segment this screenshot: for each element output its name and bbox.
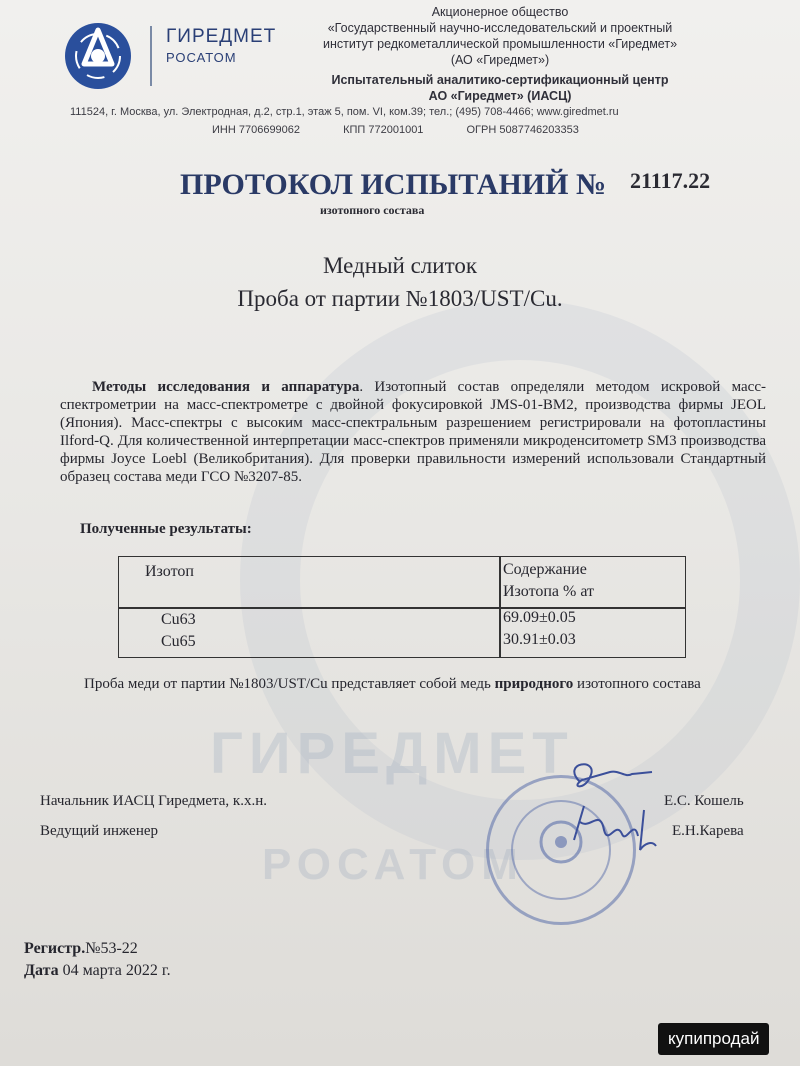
row-isotope-cu63: Cu63 <box>161 611 196 628</box>
ogrn: ОГРН 5087746203353 <box>466 124 579 136</box>
signatory-name-2: Е.Н.Карева <box>672 823 744 839</box>
registration-number: Регистр.№53-22 <box>24 940 138 957</box>
sample-name: Проба от партии №1803/UST/Cu. <box>237 286 563 311</box>
site-watermark-badge: купипродай <box>658 1023 769 1055</box>
brand-name: ГИРЕДМЕТ <box>166 26 277 47</box>
row-isotope-cu65: Cu65 <box>161 633 196 650</box>
registration-ids <box>212 124 619 136</box>
table-divider-horizontal <box>119 607 685 609</box>
organization-name: Акционерное общество «Государственный научно-исследовательский и проектный институт редкометаллической промышленности «Гиредмет» (АО «Гиредмет») <box>322 5 678 67</box>
signatory-name-1: Е.С. Кошель <box>664 793 744 809</box>
signature-koshel <box>540 752 660 802</box>
address-line: 111524, г. Москва, ул. Электродная, д.2, стр.1, этаж 5, пом. VI, ком.39; тел.; (495) 708-4466; www.giredmet.ru <box>70 106 619 118</box>
object-name: Медный слиток <box>323 253 477 278</box>
methods-paragraph <box>60 378 766 486</box>
signature-kareva <box>560 800 670 860</box>
watermark-text-rosatom: РОСАТОМ <box>262 840 524 889</box>
protocol-subtitle: изотопного состава <box>320 203 425 217</box>
results-table <box>118 556 686 658</box>
brand-parent: РОСАТОМ <box>166 50 237 65</box>
logo-divider <box>150 26 152 86</box>
row-content-cu63: 69.09±0.05 <box>503 609 576 626</box>
methods-text: . Изотопный состав определяли методом искровой масс-спектрометрии на масс-спектрометре с двойной фокусировкой JMS-01-BM2, производства фирмы JEOL (Япония). Масс-спектры с высоким масс-спектральным разрешением регистрировали на фотопластины Ilford-Q. Для количественной интерпретации масс-спектров применяли микроденситометр SM3 производства фирмы Joyce Loebl (Великобритания). Для проверки правильности измерений использовали Стандартный образец состава меди ГСО №3207-85. <box>60 379 766 485</box>
inn: ИНН 7706699062 <box>212 124 301 136</box>
document-date: Дата 04 марта 2022 г. <box>24 962 171 979</box>
header-content-1: Содержание <box>503 561 587 578</box>
rosatom-logo-icon <box>64 22 132 90</box>
testing-center-name: Испытательный аналитико-сертификационный центр АО «Гиредмет» (ИАСЦ) <box>331 73 669 103</box>
results-label: Полученные результаты: <box>80 521 252 537</box>
signatory-role-2: Ведущий инженер <box>40 823 159 839</box>
header-content-2: Изотопа % ат <box>503 583 595 600</box>
protocol-number: 21117.22 <box>630 168 711 193</box>
kpp: КПП 772001001 <box>343 124 424 136</box>
conclusion-paragraph: Проба меди от партии №1803/UST/Cu представляет собой медь природного изотопного состава <box>84 676 701 692</box>
header-isotope: Изотоп <box>145 563 194 580</box>
row-content-cu65: 30.91±0.03 <box>503 631 576 648</box>
methods-label: Методы исследования и аппаратура <box>92 379 360 395</box>
watermark-text-giredmet: ГИРЕДМЕТ <box>210 721 574 786</box>
protocol-title: ПРОТОКОЛ ИСПЫТАНИЙ № <box>180 168 607 201</box>
signatory-role-1: Начальник ИАСЦ Гиредмета, к.х.н. <box>40 793 267 809</box>
